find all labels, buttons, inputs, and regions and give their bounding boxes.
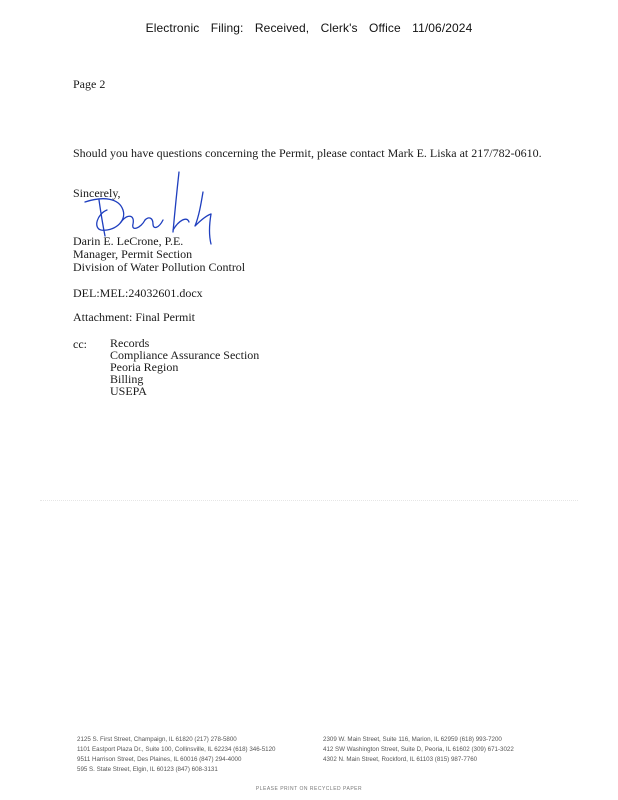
- page-number: Page 2: [73, 77, 106, 91]
- signer-title: Manager, Permit Section: [73, 247, 193, 261]
- cc-list: [110, 337, 259, 397]
- cc-item: Records: [110, 336, 150, 350]
- cc-item: Peoria Region: [110, 360, 179, 374]
- page-divider: [40, 500, 578, 501]
- reference-initials: DEL:MEL:24032601.docx: [73, 286, 203, 300]
- cc-label: cc:: [73, 337, 87, 351]
- signature-block: [73, 235, 245, 274]
- cc-item: Compliance Assurance Section: [110, 348, 260, 362]
- footer-address: 9511 Harrison Street, Des Plaines, IL 60016 (847) 294-4000: [77, 756, 242, 763]
- recycled-paper-note: PLEASE PRINT ON RECYCLED PAPER: [255, 786, 363, 792]
- cc-item: USEPA: [110, 384, 147, 398]
- footer-address: 2309 W. Main Street, Suite 116, Marion, IL 62959 (618) 993-7200: [323, 736, 502, 743]
- filing-stamp: Electronic Filing: Received, Clerk's Office 11/06/2024: [145, 21, 473, 35]
- signer-name: Darin E. LeCrone, P.E.: [73, 234, 184, 248]
- footer-address: 412 SW Washington Street, Suite D, Peoria, IL 61602 (309) 671-3022: [323, 746, 514, 753]
- cc-item: Billing: [110, 372, 144, 386]
- closing: Sincerely,: [73, 186, 121, 200]
- signer-division: Division of Water Pollution Control: [73, 260, 246, 274]
- attachment-line: Attachment: Final Permit: [73, 310, 195, 324]
- footer-addresses-left: [77, 735, 275, 775]
- footer-addresses-right: [323, 735, 514, 765]
- footer-address: 1101 Eastport Plaza Dr., Suite 100, Collinsville, IL 62234 (618) 346-5120: [77, 746, 276, 753]
- footer-address: 4302 N. Main Street, Rockford, IL 61103 (815) 987-7760: [323, 756, 478, 763]
- footer-address: 2125 S. First Street, Champaign, IL 61820 (217) 278-5800: [77, 736, 237, 743]
- footer-address: 595 S. State Street, Elgin, IL 60123 (847) 608-3131: [77, 766, 218, 773]
- body-paragraph: Should you have questions concerning the Permit, please contact Mark E. Liska at 217/782-0610.: [73, 146, 542, 160]
